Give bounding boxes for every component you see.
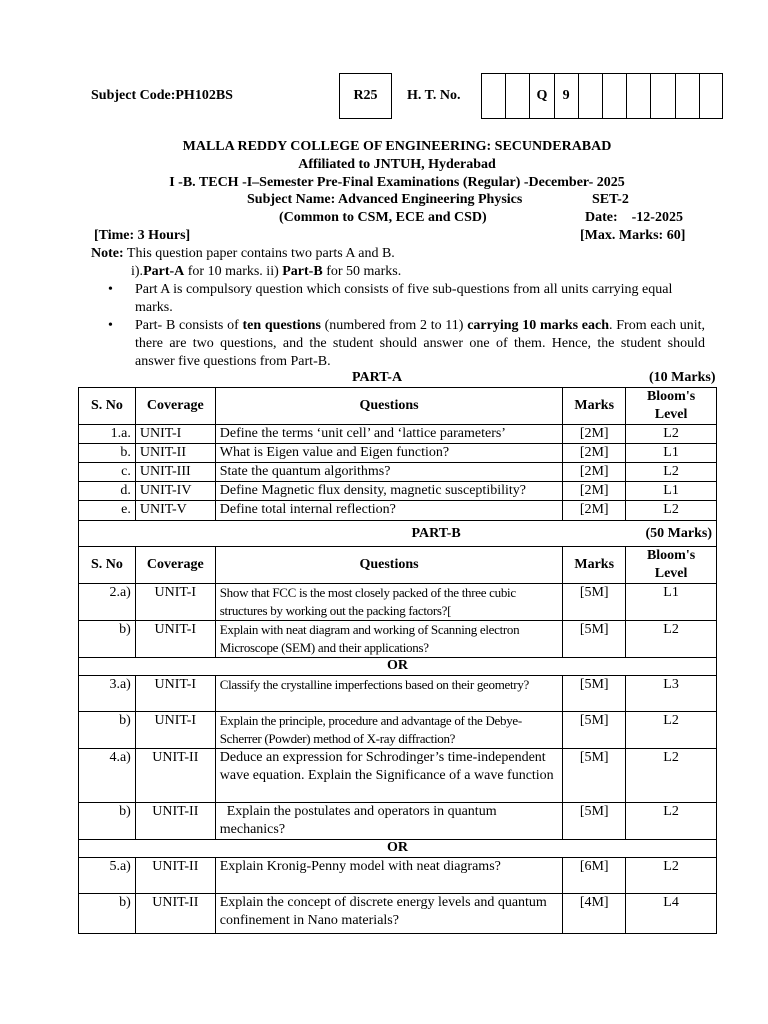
table-cell: [5M] <box>563 584 626 621</box>
college-name: MALLA REDDY COLLEGE OF ENGINEERING: SECUNDERABAD <box>182 139 612 154</box>
bullet-text: Part A is compulsory question which consists of five sub-questions from all units carrying equal marks. <box>135 282 673 315</box>
table-row <box>79 803 717 840</box>
table-cell: [2M] <box>563 425 626 444</box>
col-header: Questions <box>215 547 563 584</box>
table-row <box>79 444 717 463</box>
table-cell: UNIT-I <box>135 425 215 444</box>
table-cell: [5M] <box>563 803 626 840</box>
common-branches: (Common to CSM, ECE and CSD) <box>279 210 487 225</box>
exam-date: Date: -12-2025 <box>585 210 683 225</box>
subject-code: Subject Code:PH102BS <box>91 88 233 103</box>
note-parts <box>131 264 401 280</box>
table-cell: Deduce an expression for Schrodinger’s time-independent wave equation. Explain the Significance of a wave function <box>215 749 563 803</box>
table-cell: Define the terms ‘unit cell’ and ‘lattice parameters’ <box>215 425 563 444</box>
part-a-text: for 10 marks. ii) <box>184 264 283 279</box>
table-cell: Explain the concept of discrete energy levels and quantum confinement in Nano materials? <box>215 894 563 934</box>
part-a-label: Part-A <box>143 264 185 279</box>
table-cell: L2 <box>626 803 717 840</box>
ht-no-cell <box>481 73 505 119</box>
bullet2-part: . From each unit, there are two questions, and the student should answer one of them. Hence, the student should answer five questions from Part-B. <box>135 318 705 369</box>
table-cell: L2 <box>626 621 717 658</box>
ht-no-cell <box>650 73 674 119</box>
table-cell: State the quantum algorithms? <box>215 463 563 482</box>
table-cell: OR <box>79 840 717 858</box>
exam-time: [Time: 3 Hours] <box>94 228 191 243</box>
table-cell: 5.a) <box>79 858 136 894</box>
table-header-row <box>79 547 717 584</box>
regulation-box: R25 <box>339 73 392 119</box>
part-b-heading: PART-B <box>411 525 461 541</box>
question-table-body <box>79 388 717 934</box>
table-cell: UNIT-II <box>135 444 215 463</box>
ht-no-cell: Q <box>529 73 553 119</box>
set-label: SET-2 <box>592 192 629 207</box>
table-cell: 3.a) <box>79 676 136 712</box>
table-cell: Classify the crystalline imperfections based on their geometry? <box>215 676 563 712</box>
table-cell: [2M] <box>563 482 626 501</box>
exam-title: I -B. TECH -I–Semester Pre-Final Examinations (Regular) -December- 2025 <box>169 175 625 190</box>
table-cell: d. <box>79 482 136 501</box>
table-cell: Define total internal reflection? <box>215 501 563 521</box>
ht-no-cell <box>602 73 626 119</box>
subject-name: Subject Name: Advanced Engineering Physics <box>247 192 523 207</box>
or-row <box>79 658 717 676</box>
table-cell: e. <box>79 501 136 521</box>
table-row <box>79 482 717 501</box>
bullet2-part: (numbered from 2 to 11) <box>320 318 468 333</box>
ht-no-boxes <box>481 73 723 119</box>
table-cell: b. <box>79 444 136 463</box>
ht-no-cell <box>699 73 723 119</box>
bullet2-emph: carrying 10 marks each <box>467 318 610 333</box>
table-cell: L1 <box>626 482 717 501</box>
table-cell: UNIT-IV <box>135 482 215 501</box>
table-cell: UNIT-III <box>135 463 215 482</box>
table-cell: [5M] <box>563 621 626 658</box>
bullet-dot: • <box>108 318 113 333</box>
col-header: Bloom's Level <box>626 388 717 425</box>
table-row <box>79 858 717 894</box>
table-cell: Show that FCC is the most closely packed of the three cubic structures by working out the packing factors?[ <box>215 584 563 621</box>
table-cell: [5M] <box>563 749 626 803</box>
max-marks: [Max. Marks: 60] <box>580 228 686 243</box>
note-line <box>91 246 395 262</box>
ht-no-label: H. T. No. <box>407 88 461 103</box>
part-b-text: for 50 marks. <box>322 264 402 279</box>
table-row <box>79 749 717 803</box>
col-header: S. No <box>79 547 136 584</box>
bullet2-emph: ten questions <box>242 318 321 333</box>
table-row <box>79 621 717 658</box>
table-cell: Explain Kronig-Penny model with neat diagrams? <box>215 858 563 894</box>
table-row <box>79 676 717 712</box>
table-cell: UNIT-I <box>135 584 215 621</box>
table-cell: [2M] <box>563 463 626 482</box>
table-cell: UNIT-I <box>135 621 215 658</box>
table-cell: 1.a. <box>79 425 136 444</box>
part-a-heading: PART-A <box>352 370 403 385</box>
table-cell: c. <box>79 463 136 482</box>
table-row <box>79 894 717 934</box>
table-row <box>79 501 717 521</box>
part-a-marks: (10 Marks) <box>649 370 716 385</box>
table-cell: UNIT-V <box>135 501 215 521</box>
table-cell: UNIT-I <box>135 676 215 712</box>
table-cell: UNIT-II <box>135 894 215 934</box>
table-row <box>79 425 717 444</box>
table-cell: L2 <box>626 425 717 444</box>
table-cell: UNIT-II <box>135 803 215 840</box>
table-cell: UNIT-II <box>135 858 215 894</box>
table-cell: L2 <box>626 858 717 894</box>
table-cell: [6M] <box>563 858 626 894</box>
ht-no-cell <box>505 73 529 119</box>
col-header: Coverage <box>135 388 215 425</box>
table-cell: b) <box>79 894 136 934</box>
table-cell <box>563 521 717 547</box>
table-cell: Explain the postulates and operators in quantum mechanics? <box>215 803 563 840</box>
col-header: S. No <box>79 388 136 425</box>
table-cell: b) <box>79 712 136 749</box>
question-table <box>78 387 717 934</box>
ht-no-cell <box>626 73 650 119</box>
table-cell: [5M] <box>563 712 626 749</box>
table-cell <box>79 521 563 547</box>
ht-no-cell: 9 <box>554 73 578 119</box>
affiliation: Affiliated to JNTUH, Hyderabad <box>298 157 496 172</box>
table-cell: OR <box>79 658 717 676</box>
table-row <box>79 584 717 621</box>
bullet-text <box>135 317 705 371</box>
table-cell: [2M] <box>563 444 626 463</box>
parts-prefix: i). <box>131 264 144 279</box>
table-cell: L2 <box>626 749 717 803</box>
table-header-row <box>79 388 717 425</box>
col-header: Questions <box>215 388 563 425</box>
table-cell: L2 <box>626 501 717 521</box>
table-cell: b) <box>79 621 136 658</box>
bullet-dot: • <box>108 282 113 297</box>
col-header: Coverage <box>135 547 215 584</box>
table-cell: 4.a) <box>79 749 136 803</box>
table-cell: Explain with neat diagram and working of Scanning electron Microscope (SEM) and their applications? <box>215 621 563 658</box>
table-row <box>79 463 717 482</box>
table-cell: Explain the principle, procedure and advantage of the Debye-Scherrer (Powder) method of X-ray diffraction? <box>215 712 563 749</box>
table-cell: L1 <box>626 584 717 621</box>
table-cell: UNIT-II <box>135 749 215 803</box>
table-cell: UNIT-I <box>135 712 215 749</box>
table-cell: L1 <box>626 444 717 463</box>
table-cell: [5M] <box>563 676 626 712</box>
or-row <box>79 840 717 858</box>
table-cell: L2 <box>626 712 717 749</box>
part-b-label: Part-B <box>282 264 323 279</box>
table-cell: L2 <box>626 463 717 482</box>
table-cell: Define Magnetic flux density, magnetic susceptibility? <box>215 482 563 501</box>
part-b-heading-row <box>79 521 717 547</box>
col-header: Marks <box>563 547 626 584</box>
col-header: Bloom's Level <box>626 547 717 584</box>
note-text: This question paper contains two parts A and B. <box>123 246 395 261</box>
part-b-marks: (50 Marks) <box>645 525 712 541</box>
note-label: Note: <box>91 246 124 261</box>
table-row <box>79 712 717 749</box>
table-cell: [2M] <box>563 501 626 521</box>
ht-no-cell <box>675 73 699 119</box>
col-header: Marks <box>563 388 626 425</box>
table-cell: 2.a) <box>79 584 136 621</box>
ht-no-cell <box>578 73 602 119</box>
table-cell: What is Eigen value and Eigen function? <box>215 444 563 463</box>
table-cell: L4 <box>626 894 717 934</box>
table-cell: L3 <box>626 676 717 712</box>
bullet2-part: Part- B consists of <box>135 318 243 333</box>
table-cell: [4M] <box>563 894 626 934</box>
table-cell: b) <box>79 803 136 840</box>
